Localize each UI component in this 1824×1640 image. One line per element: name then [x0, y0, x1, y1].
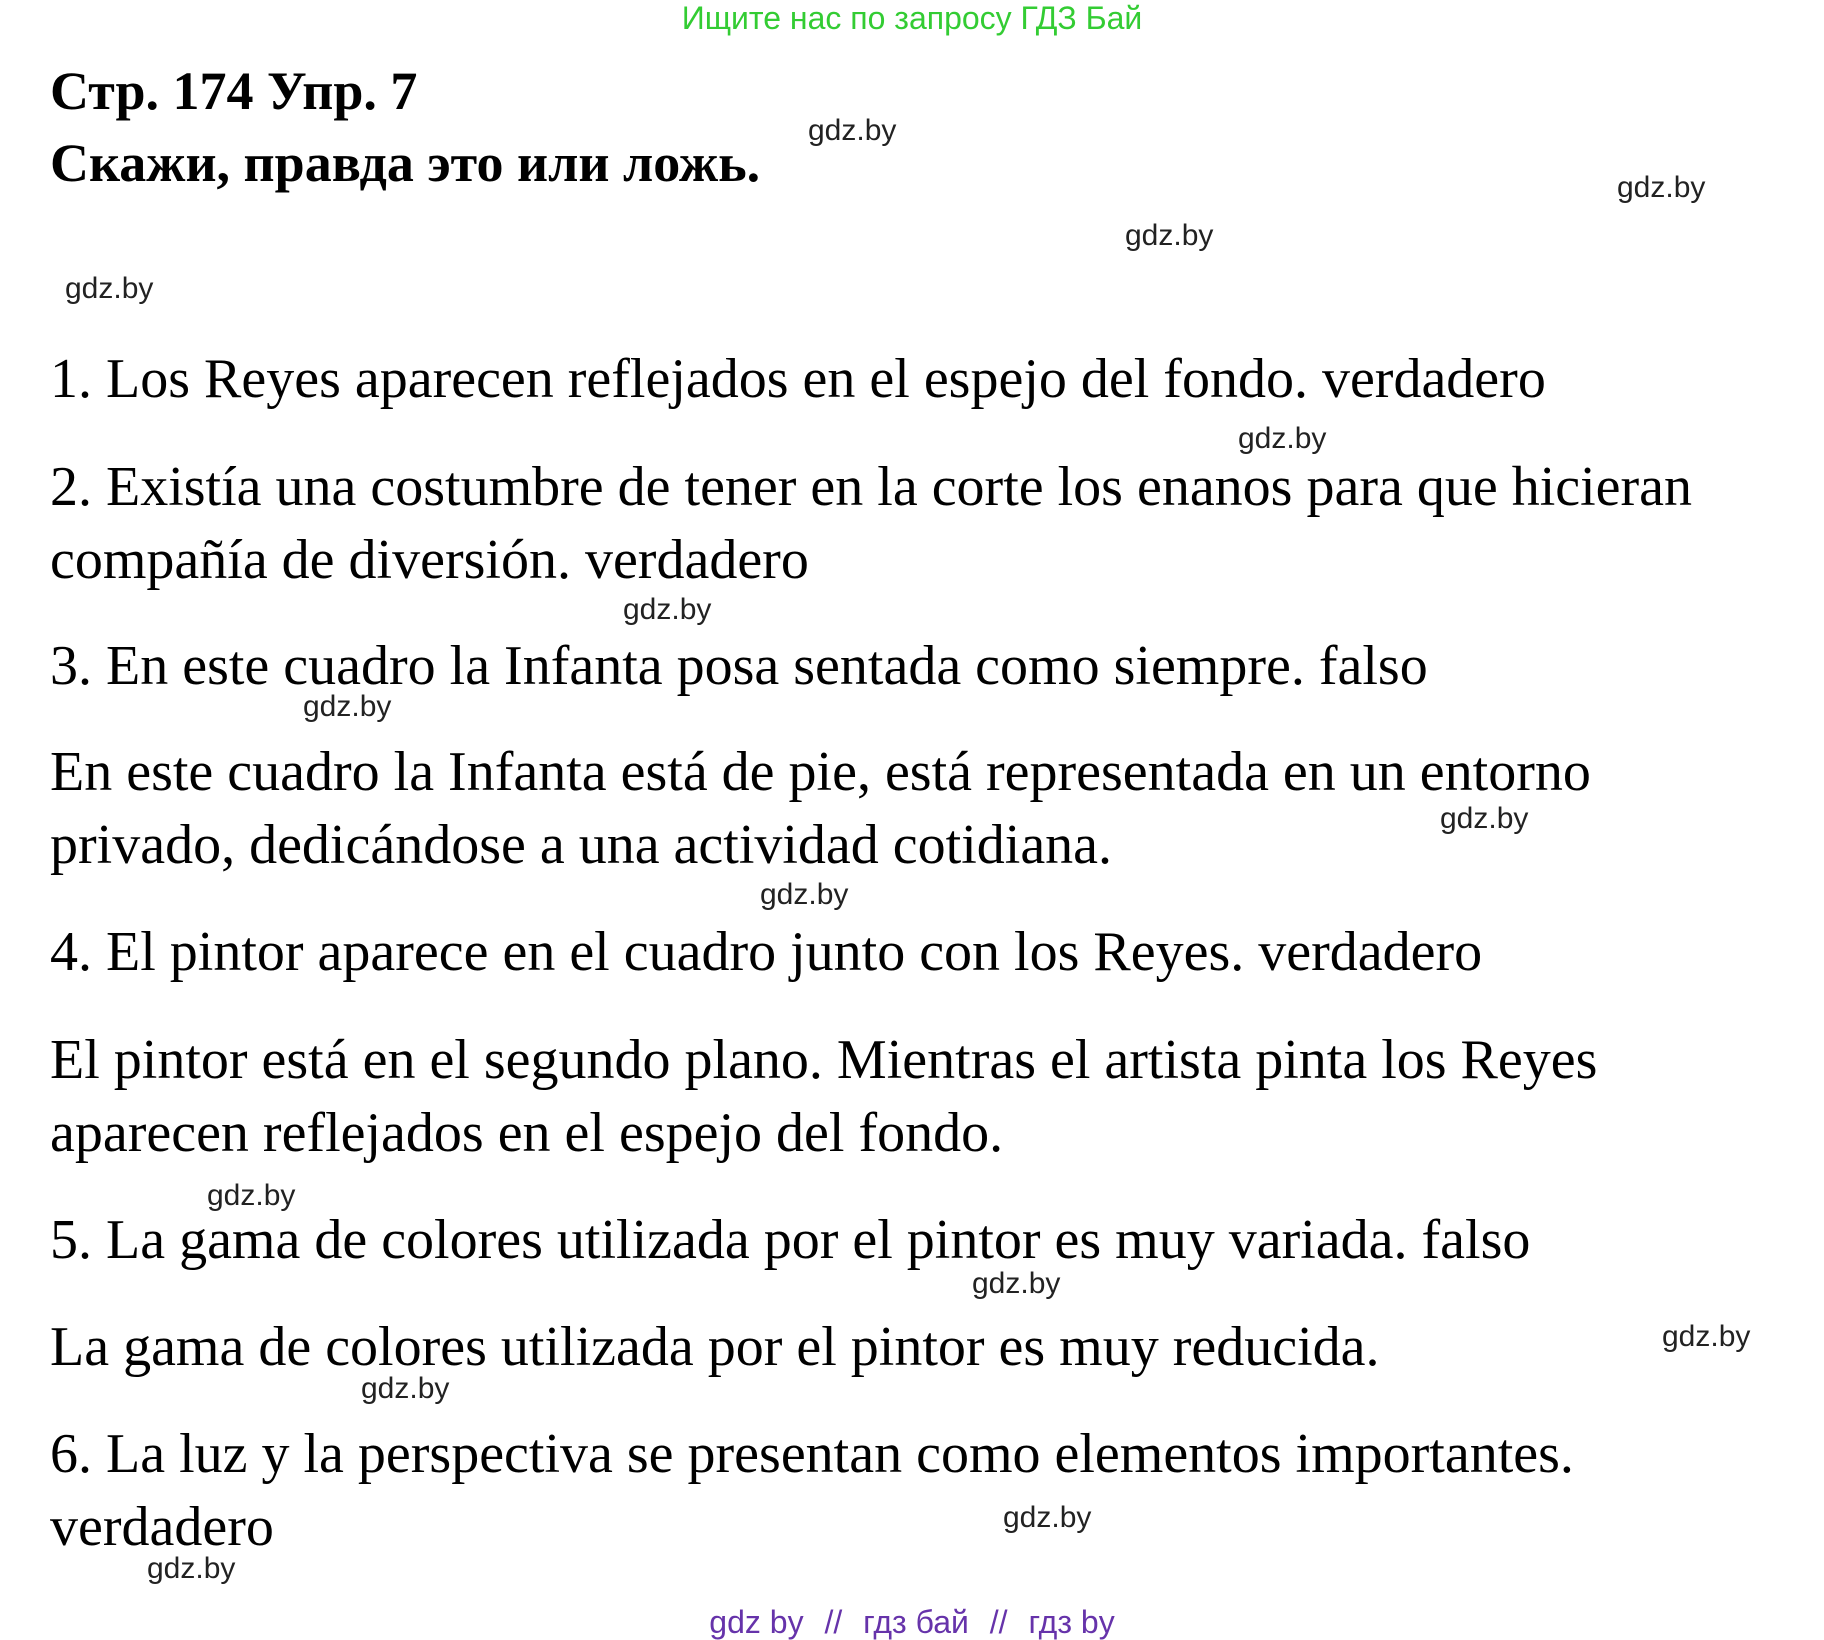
watermark: gdz.by [1617, 171, 1706, 204]
page-title: Стр. 174 Упр. 7 [50, 61, 418, 121]
footer-link-gdz-bai[interactable]: гдз бай [863, 1604, 969, 1640]
task-title: Скажи, правда это или ложь. [50, 133, 761, 193]
watermark: gdz.by [1003, 1501, 1092, 1534]
explanation-line-3b: privado, dedicándose a una actividad cotidiana. [50, 814, 1113, 876]
watermark: gdz.by [623, 593, 712, 626]
watermark: gdz.by [760, 878, 849, 911]
watermark: gdz.by [207, 1179, 296, 1212]
explanation-line-3a: En este cuadro la Infanta está de pie, está representada en un entorno [50, 741, 1591, 803]
footer-links [0, 1604, 1824, 1640]
watermark: gdz.by [808, 114, 897, 147]
footer-link-gdz-by[interactable]: gdz by [709, 1604, 804, 1640]
search-hint-banner: Ищите нас по запросу ГДЗ Бай [681, 0, 1143, 36]
watermark: gdz.by [361, 1372, 450, 1405]
watermark: gdz.by [303, 690, 392, 723]
footer-separator: // [824, 1604, 843, 1640]
answer-line-1: 1. Los Reyes aparecen reflejados en el espejo del fondo. verdadero [50, 348, 1546, 410]
watermark: gdz.by [1440, 802, 1529, 835]
watermark: gdz.by [65, 272, 154, 305]
answer-line-6a: 6. La luz y la perspectiva se presentan como elementos importantes. [50, 1423, 1574, 1485]
answer-line-4: 4. El pintor aparece en el cuadro junto con los Reyes. verdadero [50, 921, 1483, 983]
footer-separator: // [989, 1604, 1008, 1640]
explanation-line-5: La gama de colores utilizada por el pintor es muy reducida. [50, 1316, 1380, 1378]
explanation-line-4a: El pintor está en el segundo plano. Mientras el artista pinta los Reyes [50, 1029, 1598, 1091]
watermark: gdz.by [1238, 422, 1327, 455]
footer-link-gdz-by-cyr[interactable]: гдз by [1028, 1604, 1115, 1640]
watermark: gdz.by [1662, 1320, 1751, 1353]
answer-line-2a: 2. Existía una costumbre de tener en la corte los enanos para que hicieran [50, 456, 1693, 518]
explanation-line-4b: aparecen reflejados en el espejo del fondo. [50, 1102, 1004, 1164]
watermark: gdz.by [1125, 219, 1214, 252]
watermark: gdz.by [147, 1552, 236, 1585]
answer-line-2b: compañía de diversión. verdadero [50, 529, 809, 591]
answer-line-6b: verdadero [50, 1496, 274, 1558]
answer-line-3: 3. En este cuadro la Infanta posa sentada como siempre. falso [50, 635, 1428, 697]
answer-line-5: 5. La gama de colores utilizada por el pintor es muy variada. falso [50, 1209, 1531, 1271]
watermark: gdz.by [972, 1267, 1061, 1300]
